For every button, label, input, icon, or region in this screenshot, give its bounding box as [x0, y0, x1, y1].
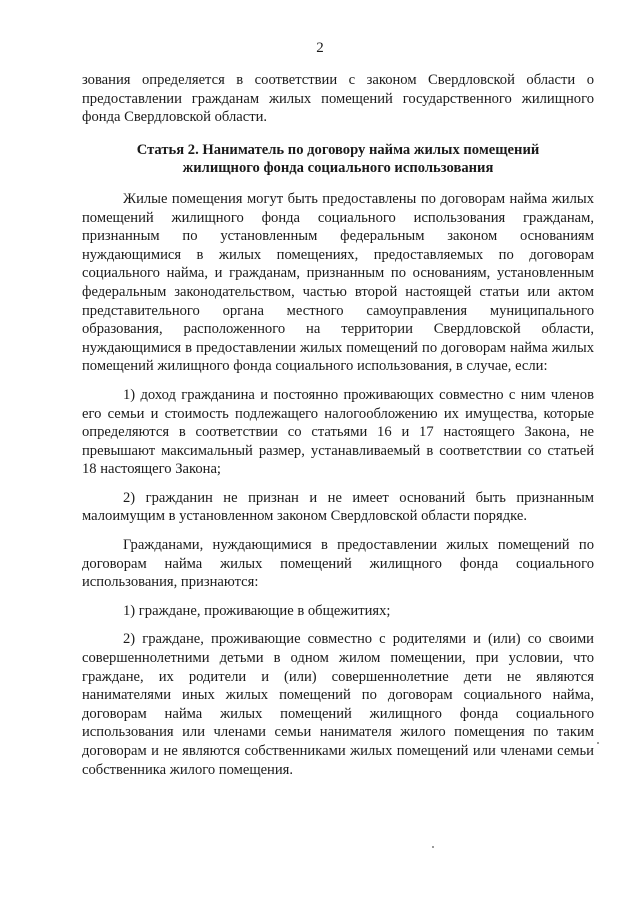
document-body: [82, 71, 594, 789]
scan-speck: [597, 742, 599, 744]
paragraph-condition-1: 1) доход гражданина и постоянно проживающих совместно с ним членов его семьи и стоимость подлежащего налогообложению их имущества, которые определяются в соответствии со статьями 16 и 17 настоящего Закона, не превышают максимальный размер, устанавливаемый в соответствии со статьей 18 настоящего Закона;: [82, 386, 594, 478]
article-heading-line-2: жилищного фонда социального использования: [182, 160, 494, 177]
paragraph-eligibility: Жилые помещения могут быть предоставлены по договорам найма жилых помещений жилищного фонда социального использования гражданам, признанным по установленным федеральным законом основаниям нуждающимися в жилых помещениях, предоставляемых по договорам социального найма, и гражданам, признанным по основаниям, установленным федеральным законодательством, частью второй настоящей статьи или актом представительного органа местного самоуправления муниципального образования, расположенного на территории Свердловской области, нуждающимися в предоставлении жилых помещений по договорам найма жилых помещений жилищного фонда социального использования, в случае, если:: [82, 190, 594, 375]
article-heading: [82, 141, 594, 178]
paragraph-condition-2: 2) гражданин не признан и не имеет оснований быть признанным малоимущим в установленном законом Свердловской области порядке.: [82, 489, 594, 525]
paragraph-continuation: зования определяется в соответствии с законом Свердловской области о предоставлении гражданам жилых помещений государственного жилищного фонда Свердловской области.: [82, 72, 594, 126]
article-heading-line-1: Статья 2. Наниматель по договору найма жилых помещений: [136, 141, 540, 158]
paragraph-category-2: 2) граждане, проживающие совместно с родителями и (или) со своими совершеннолетними детьми в одном жилом помещении, при условии, что граждане, их родители и (или) совершеннолетние дети не являются нанимателями иных жилых помещений по договорам социального найма, договорам найма жилых помещений жилищного фонда социального использования или членами семьи нанимателя жилого помещения по таким договорам и не являются собственниками жилых помещений или членами семьи собственника жилого помещения.: [82, 631, 594, 778]
page-number: 2: [316, 40, 324, 56]
paragraph-category-1: 1) граждане, проживающие в общежитиях;: [123, 602, 391, 619]
scan-speck: [432, 846, 434, 848]
paragraph-needing-citizens: Гражданами, нуждающимися в предоставлении жилых помещений по договорам найма жилых помещений жилищного фонда социального использования, признаются:: [82, 537, 594, 591]
